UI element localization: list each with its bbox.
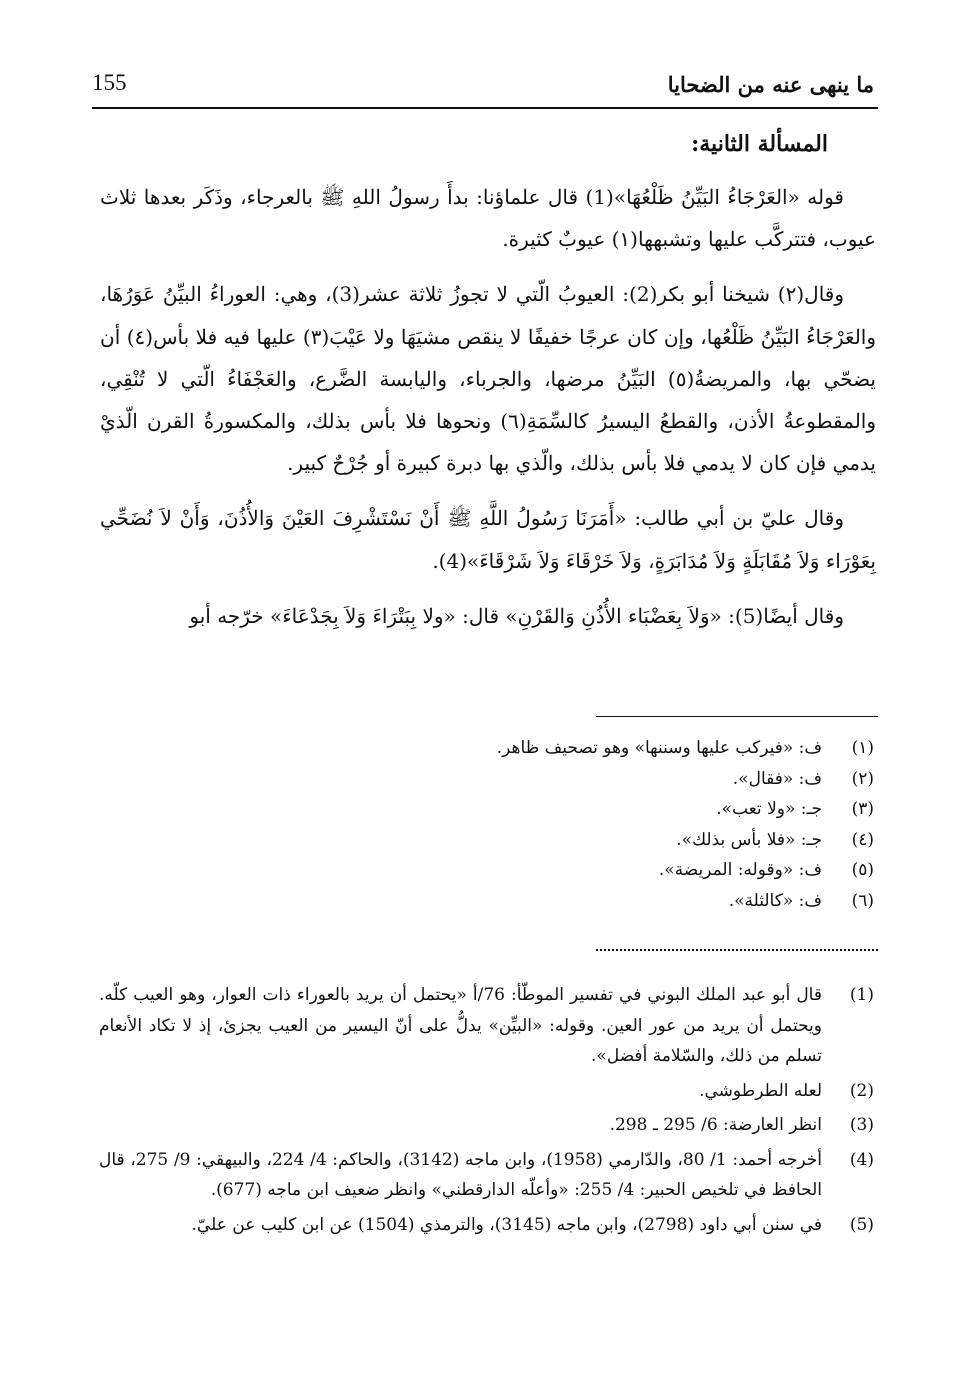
header-rule [92,107,878,109]
footnote-text: جـ: «ولا تعب». [716,799,822,819]
footnote-item [99,764,874,795]
footnote-number: (١) [851,738,874,758]
footnote-number: (٦) [851,890,874,911]
footnote-item [99,794,874,825]
footnote-text: أخرجه أحمد: 1/ 80، والدّارمي (1958)، وابن ماجه (3142)، والحاكم: 4/ 224، والبيهقي: 9/ 275، قال الحافظ في تلخيص الحبير: 4/ 255: «وأعلّه الدارقطني» وانظر ضعيف ابن ماجه (677). [99,1149,822,1200]
footnote-item [99,1145,874,1206]
footnote-number: (٢) [851,768,874,789]
footnote-number: (5) [849,1214,874,1235]
footnote-item [99,1210,874,1241]
footnote-number: (4) [849,1149,874,1170]
footnote-text: ف: «كالثلة». [728,890,822,911]
footnote-text: قال أبو عبد الملك البوني في تفسير الموطّأ: 76/أ «يحتمل أن يريد بالعوراء ذات العوار، وهو العيب كلّه. ويحتمل أن يريد من عور العين. وقوله: «البيِّن» يدلُّ على أنّ اليسير من العيب يجزئ، إذ لا تكاد الأنعام تسلم من ذلك، والسّلامة أفضل». [99,985,822,1066]
footnote-text: لعله الطرطوشي. [699,1080,822,1101]
footnote-number: (3) [849,1115,874,1135]
footnote-item [99,886,874,917]
footnote-text: جـ: «فلا بأس بذلك». [676,829,822,850]
footnote-number: (٥) [851,860,874,880]
footnote-number: (1) [849,985,874,1005]
footnote-text: ف: «فيركب عليها وسننها» وهو تصحيف ظاهر. [496,738,822,758]
footnote-text: ف: «فقال». [732,768,822,789]
footnote-number: (2) [849,1080,874,1101]
footnote-text: في سنن أبي داود (2798)، وابن ماجه (3145)، والترمذي (1504) عن ابن كليب عن عليّ. [191,1214,822,1235]
footnote-item [99,1110,874,1141]
footnote-item [99,1076,874,1107]
body-text [100,176,876,650]
section-title: المسألة الثانية: [691,131,828,157]
dotted-separator [596,949,878,951]
page-number: 155 [92,70,127,95]
variant-notes [99,733,874,916]
footnote-text: انظر العارضة: 6/ 295 ـ 298. [609,1115,822,1135]
running-title: ما ينهى عنه من الضحايا [667,72,874,97]
footnote-number: (٣) [851,799,874,819]
footnote-rule [596,716,878,717]
footnote-item [99,733,874,764]
paragraph: قوله «العَرْجَاءُ البَيِّنُ ظَلْعُهَا»(1) قال علماؤنا: بدأَ رسولُ اللهِ ﷺ بالعرجاء، وذَكَر بعدها ثلاث عيوب، فتتركَّب عليها وتشبهها(١) عيوبٌ كثيرة. [100,185,876,252]
commentary-notes [99,980,874,1244]
paragraph: وقال أيضًا(5): «وَلاَ بِعَضْبَاء الأُذُنِ وَالقَرْنِ» قال: «ولا بِبَتْرَاءَ وَلاَ بِجَدْعَاءَ» خرّجه أبو [189,603,844,628]
footnote-item [99,825,874,856]
footnote-item [99,855,874,886]
footnote-number: (٤) [851,829,874,850]
paragraph: وقال(٢) شيخنا أبو بكر(2): العيوبُ الّتي لا تجوزُ ثلاثة عشر(3)، وهي: العوراءُ البيِّنُ عَوَرُهَا، والعَرْجَاءُ البَيِّنُ ظَلْعُها، وإن كان عرجًا خفيفًا لا ينقص مشيَهَا ولا عَيْبَ(٣) عليها فيه فلا بأس(٤) أن يضحّي بها، والمريضةُ(٥) البَيِّنُ مرضها، والجرباء، واليابسة الضَّرع، والعَجْفَاءُ الّتي لا تُنْقِي، والمقطوعةُ الأذن، والقطعُ اليسيرُ كالسِّمَةِ(٦) ونحوها فلا بأس بذلك، والمكسورةُ القرن الّذيْ يدمي فإن كان لا يدمي فلا بأس بذلك، والّذي بها دبرة كبيرة أو جُرْحٌ كبير. [100,282,877,476]
footnote-text: ف: «وقوله: المريضة». [658,860,822,880]
paragraph: وقال عليّ بن أبي طالب: «أَمَرَنَا رَسُولُ اللَّهِ ﷺ أَنْ نَسْتَشْرِفَ العَيْنَ وَالأُذُنَ، وَأَنْ لاَ نُضَحِّي بِعَوْرَاء وَلاَ مُقَابَلَةٍ وَلاَ مُدَابَرَةٍ، وَلاَ خَرْقَاءَ وَلاَ شَرْقَاءَ»(4). [100,506,876,573]
footnote-item [99,980,874,1072]
